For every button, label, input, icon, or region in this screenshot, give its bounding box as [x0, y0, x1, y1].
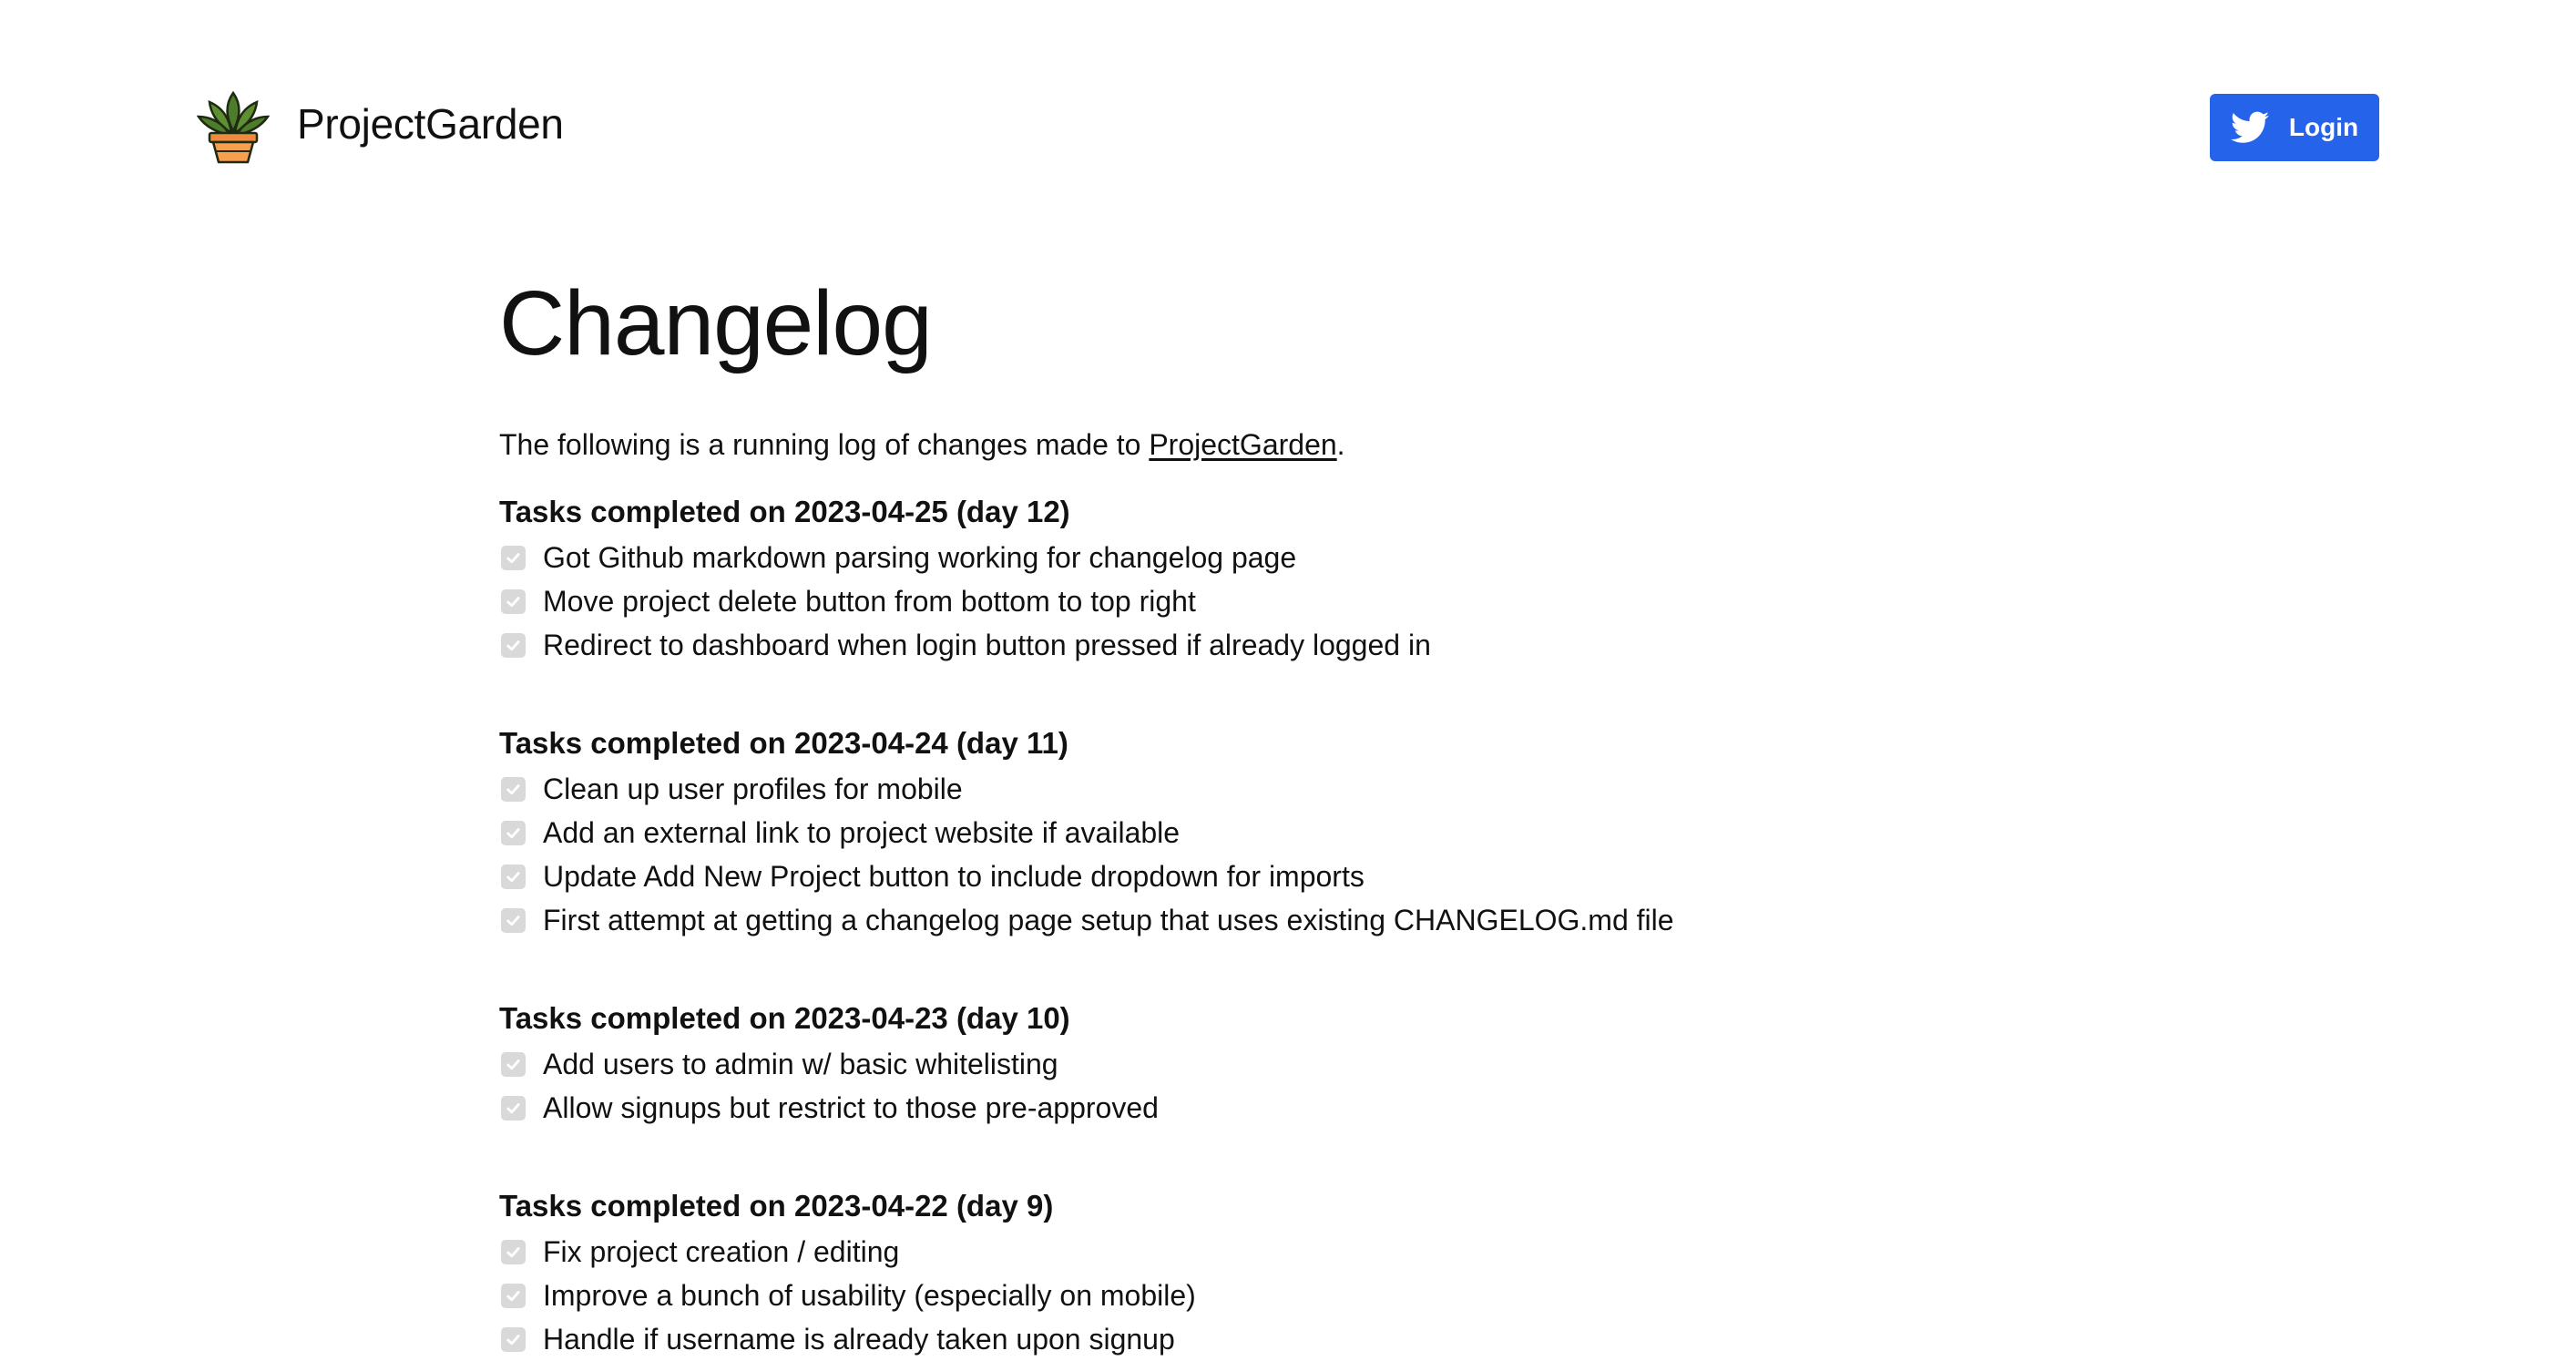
intro-prefix: The following is a running log of changes made to [499, 428, 1150, 461]
task-list [499, 1230, 2139, 1361]
task-text: Handle if username is already taken upon signup [543, 1322, 1175, 1356]
checkbox-checked-icon [501, 821, 526, 845]
task-list [499, 1042, 2139, 1130]
checkbox-checked-icon [501, 1284, 526, 1308]
task-text: Update Add New Project button to include dropdown for imports [543, 859, 1365, 893]
task-text: Improve a bunch of usability (especially on mobile) [543, 1278, 1196, 1312]
site-header [0, 0, 2576, 237]
section-heading: Tasks completed on 2023-04-22 (day 9) [499, 1189, 1054, 1223]
task-item [499, 1086, 2139, 1130]
login-button[interactable] [2210, 94, 2379, 161]
task-item [499, 579, 2139, 623]
task-item [499, 536, 2139, 579]
task-text: Fix project creation / editing [543, 1234, 900, 1268]
login-label: Login [2288, 113, 2359, 141]
task-text: Add users to admin w/ basic whitelisting [543, 1047, 1058, 1080]
task-item [499, 1230, 2139, 1274]
changelog-section [499, 492, 2139, 667]
section-heading: Tasks completed on 2023-04-25 (day 12) [499, 495, 1070, 528]
checkbox-checked-icon [501, 1096, 526, 1121]
task-item [499, 623, 2139, 667]
task-item [499, 898, 2139, 942]
task-item [499, 1042, 2139, 1086]
task-text: Redirect to dashboard when login button pressed if already logged in [543, 628, 1431, 661]
task-item [499, 811, 2139, 854]
checkbox-checked-icon [501, 908, 526, 933]
checkbox-checked-icon [501, 1240, 526, 1264]
changelog-sections [499, 492, 2139, 1361]
potted-plant-icon[interactable] [197, 91, 270, 164]
task-item [499, 767, 2139, 811]
checkbox-checked-icon [501, 546, 526, 570]
twitter-bird-icon [2231, 111, 2269, 144]
task-text: Move project delete button from bottom to top right [543, 584, 1196, 618]
task-list [499, 536, 2139, 667]
intro-suffix: . [1336, 428, 1345, 461]
checkbox-checked-icon [501, 865, 526, 889]
task-text: Got Github markdown parsing working for changelog page [543, 540, 1297, 574]
section-heading: Tasks completed on 2023-04-23 (day 10) [499, 1001, 1070, 1035]
task-list [499, 767, 2139, 942]
checkbox-checked-icon [501, 589, 526, 614]
changelog-section [499, 723, 2139, 942]
task-item [499, 1274, 2139, 1317]
changelog-section [499, 1186, 2139, 1361]
page-title: Changelog [499, 272, 932, 374]
projectgarden-link[interactable]: ProjectGarden [1149, 428, 1337, 461]
task-item [499, 854, 2139, 898]
checkbox-checked-icon [501, 1327, 526, 1352]
brand-name[interactable]: ProjectGarden [297, 100, 564, 148]
task-text: Add an external link to project website if available [543, 815, 1181, 849]
task-text: Allow signups but restrict to those pre-approved [543, 1090, 1159, 1124]
task-text: First attempt at getting a changelog page setup that uses existing CHANGELOG.md file [543, 903, 1674, 936]
task-item [499, 1317, 2139, 1361]
changelog-content [499, 264, 2139, 1361]
checkbox-checked-icon [501, 633, 526, 658]
section-heading: Tasks completed on 2023-04-24 (day 11) [499, 726, 1068, 760]
task-text: Clean up user profiles for mobile [543, 772, 963, 805]
intro-text [499, 425, 2139, 465]
changelog-section [499, 998, 2139, 1130]
checkbox-checked-icon [501, 777, 526, 802]
checkbox-checked-icon [501, 1052, 526, 1077]
